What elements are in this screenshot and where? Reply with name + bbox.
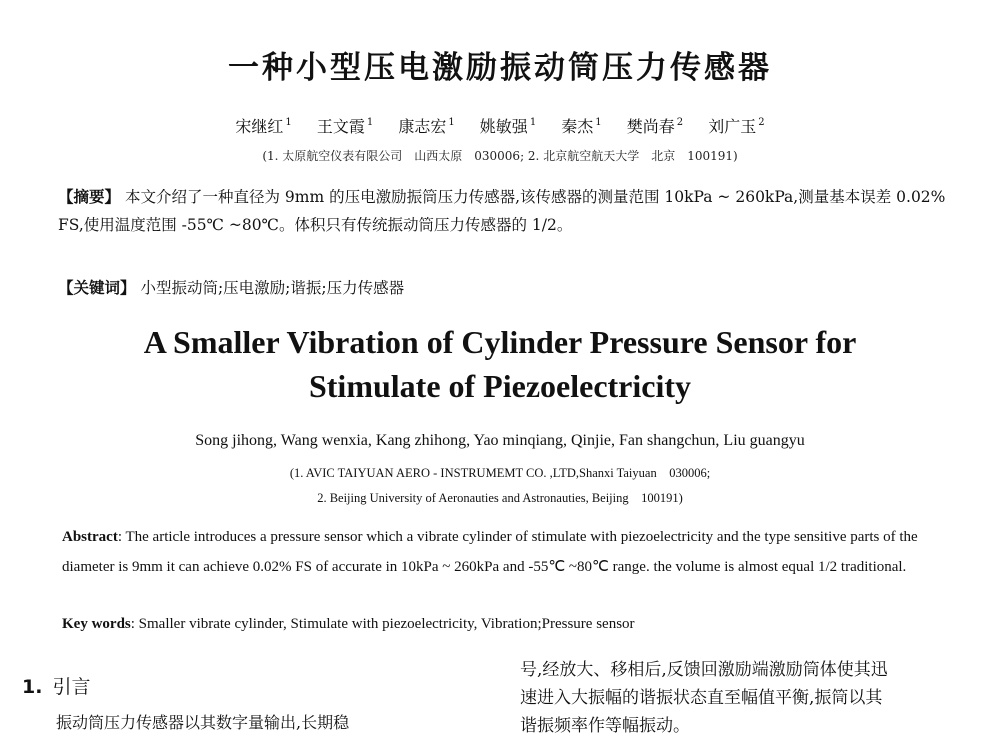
english-keywords-label: Key words (62, 616, 131, 632)
body-text-left: 振动筒压力传感器以其数字量输出,长期稳 (56, 713, 350, 732)
body-line: 号,经放大、移相后,反馈回激励端激励筒体使其迅 (520, 660, 888, 680)
chinese-title: 一种小型压电激励振动筒压力传感器 (228, 50, 772, 86)
english-affiliation-line-2: 2. Beijing University of Aeronauties and Astronauties, Beijing 100191) (317, 491, 683, 505)
author: 樊尚春 $^2$ (626, 117, 684, 136)
section-heading (22, 672, 90, 699)
english-abstract (62, 522, 944, 582)
english-keywords (62, 616, 944, 633)
chinese-authors (0, 114, 1000, 137)
keywords-label: 【关键词】 (58, 279, 136, 297)
author: 宋继红 $^1$ (235, 117, 292, 136)
keywords-text: 小型振动筒;压电激励;谐振;压力传感器 (140, 279, 405, 297)
abstract-text: 本文介绍了一种直径为 9mm 的压电激励振筒压力传感器,该传感器的测量范围 10kPa ~ 260kPa,测量基本误差 0.02% FS,使用温度范围 -55℃ ~80℃。体积只有传统振动筒压力传感器的 1/2。 (58, 188, 946, 234)
english-title-line-2: Stimulate of Piezoelectricity (308, 368, 692, 404)
body-text-right (520, 656, 980, 740)
english-keywords-text: : Smaller vibrate cylinder, Stimulate with piezoelectricity, Vibration;Pressure sensor (130, 616, 635, 632)
author: 王文霞 $^1$ (316, 117, 374, 136)
author: 刘广玉 $^2$ (708, 117, 765, 136)
chinese-abstract (58, 183, 946, 239)
author: 秦杰 $^1$ (561, 117, 602, 136)
english-title (0, 320, 1000, 408)
english-abstract-label: Abstract (62, 529, 118, 545)
author: 姚敏强 $^1$ (479, 117, 537, 136)
chinese-affiliation: (1. 太原航空仪表有限公司 山西太原 030006; 2. 北京航空航天大学 北京 100191) (262, 149, 738, 163)
english-authors: Song jihong, Wang wenxia, Kang zhihong, Yao minqiang, Qinjie, Fan shangchun, Liu guangyu (195, 432, 805, 449)
author: 康志宏 $^1$ (398, 117, 455, 136)
abstract-label: 【摘要】 (58, 188, 121, 206)
section-number: 1. (22, 676, 43, 698)
english-title-line-1: A Smaller Vibration of Cylinder Pressure Sensor for (143, 324, 857, 360)
body-line: 速进入大振幅的谐振状态直至幅值平衡,振筒以其 (520, 688, 883, 708)
chinese-keywords (58, 276, 946, 298)
body-line: 谐振频率作等幅振动。 (520, 716, 690, 736)
english-abstract-text: : The article introduces a pressure sensor which a vibrate cylinder of stimulate with piezoelectricity and the type sensitive parts of the diameter is 9mm it can achieve 0.02% FS of accurate in 10kPa ~ 260kPa and -55℃ ~80℃ range. the volume is almost equal 1/2 traditional. (62, 529, 918, 575)
section-title: 引言 (52, 676, 91, 698)
english-affiliation-line-1: (1. AVIC TAIYUAN AERO - INSTRUMEMT CO. ,LTD,Shanxi Taiyuan 030006; (289, 466, 711, 480)
